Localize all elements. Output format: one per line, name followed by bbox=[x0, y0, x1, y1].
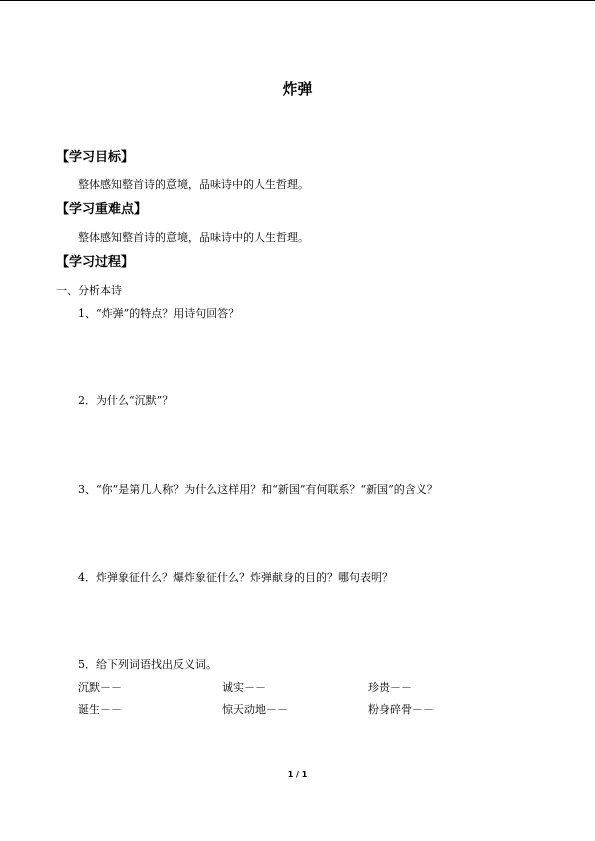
question-2: 2．为什么“沉默”？ bbox=[78, 394, 174, 407]
key-text: 整体感知整首诗的意境，品味诗中的人生哲理。 bbox=[78, 231, 309, 244]
word-item: 珍贵－－ bbox=[368, 681, 412, 694]
question-4: 4．炸弹象征什么？爆炸象征什么？炸弹献身的目的？哪句表明？ bbox=[78, 571, 393, 584]
word-item: 粉身碎骨－－ bbox=[368, 703, 434, 716]
goal-heading: 【学习目标】 bbox=[56, 150, 135, 165]
word-item: 沉默－－ bbox=[78, 681, 122, 694]
word-item: 惊天动地－－ bbox=[222, 703, 288, 716]
goal-text: 整体感知整首诗的意境，品味诗中的人生哲理。 bbox=[78, 178, 309, 191]
word-item: 诚实－－ bbox=[222, 681, 266, 694]
question-3: 3、“你”是第几人称？为什么这样用？和“新国”有何联系？“新国”的含义？ bbox=[78, 483, 438, 496]
part-one-heading: 一、分析本诗 bbox=[56, 284, 122, 297]
word-item: 诞生－－ bbox=[78, 703, 122, 716]
top-rule bbox=[0, 0, 595, 1]
question-1: 1、“炸弹”的特点？用诗句回答？ bbox=[78, 307, 240, 320]
process-heading: 【学习过程】 bbox=[56, 255, 135, 270]
key-heading: 【学习重难点】 bbox=[56, 202, 148, 217]
page-title: 炸弹 bbox=[282, 80, 313, 98]
page-number: 1 / 1 bbox=[287, 770, 308, 779]
question-5: 5．给下列词语找出反义词。 bbox=[78, 658, 217, 671]
